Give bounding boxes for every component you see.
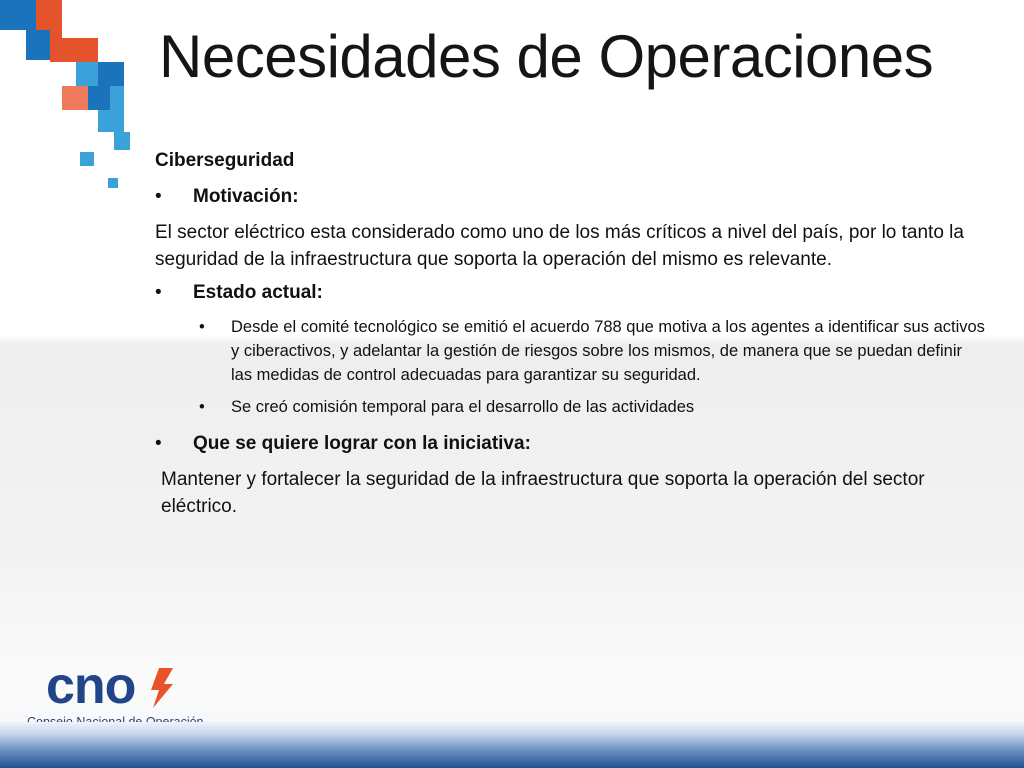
current-state-item-text: Se creó comisión temporal para el desarrollo de las actividades (231, 398, 695, 416)
slide-content (155, 150, 985, 520)
bullet-icon: • (199, 398, 205, 416)
list-item (199, 315, 985, 387)
logo-wordmark: cno (46, 657, 136, 715)
goal-text: Mantener y fortalecer la seguridad de la infraestructura que soporta la operación del sector eléctrico. (161, 469, 925, 517)
list-item (199, 395, 985, 419)
decorative-squares (0, 0, 140, 200)
current-state-bullet (155, 282, 985, 304)
bullet-icon: • (199, 318, 205, 336)
goal-label: Que se quiere lograr con la iniciativa: (193, 433, 531, 454)
bullet-icon: • (155, 282, 162, 303)
motivation-text: El sector eléctrico esta considerado como uno de los más críticos a nivel del país, por lo tanto la seguridad de la infraestructura que soporta la operación del mismo es relevante. (155, 222, 964, 270)
footer-band (0, 722, 1024, 768)
goal-bullet (155, 433, 985, 455)
motivation-label: Motivación: (193, 186, 299, 207)
current-state-label: Estado actual: (193, 282, 323, 303)
slide-title: Necesidades de Operaciones (159, 23, 934, 90)
motivation-bullet (155, 186, 985, 208)
current-state-item-text: Desde el comité tecnológico se emitió el acuerdo 788 que motiva a los agentes a identificar sus activos y ciberactivos, y adelantar la gestión de riesgos sobre los mismos, de manera que se puedan definir las medidas de control adecuadas para garantizar su seguridad. (231, 318, 985, 384)
bullet-icon: • (155, 433, 162, 454)
lightning-bolt-icon (149, 668, 175, 708)
section-heading: Ciberseguridad (155, 150, 295, 171)
bullet-icon: • (155, 186, 162, 207)
